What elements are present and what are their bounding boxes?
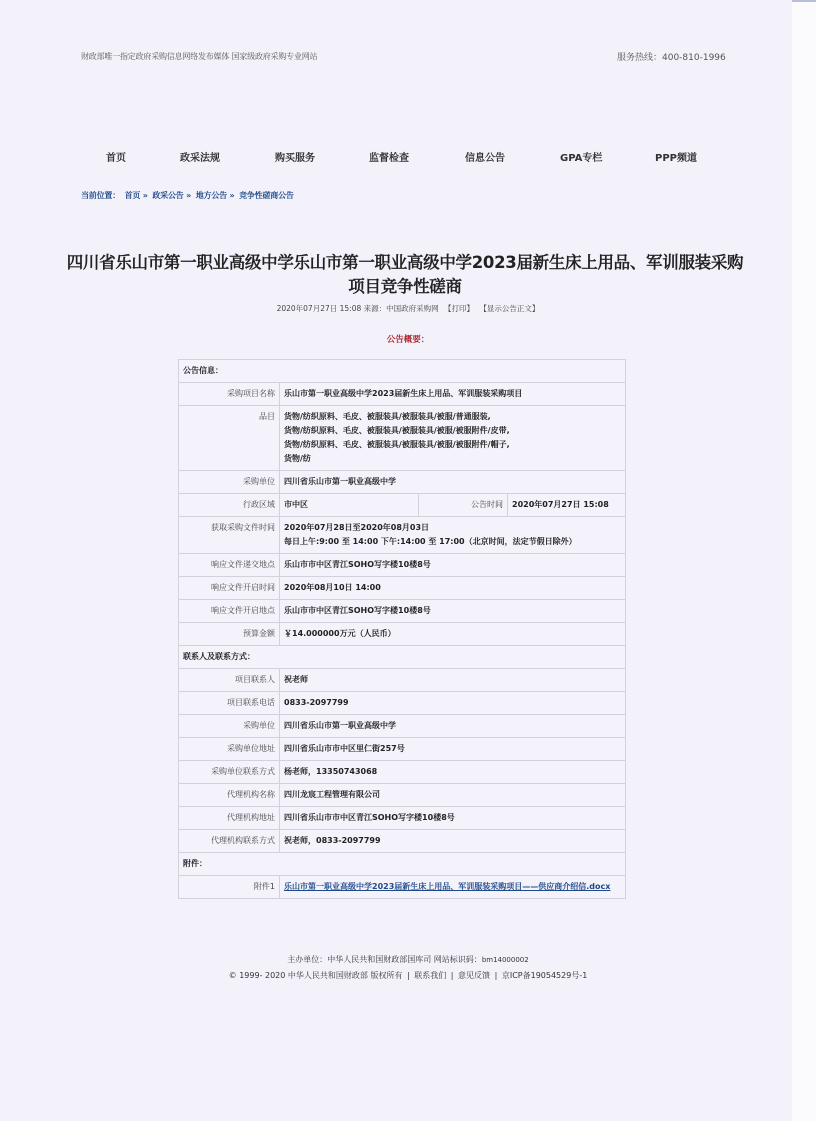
site-code: bm14000002 bbox=[481, 956, 529, 964]
contact-person-value: 祝老师 bbox=[280, 669, 626, 692]
agency-name-value: 四川龙宸工程管理有限公司 bbox=[280, 784, 626, 807]
attachment-link[interactable]: 乐山市第一职业高级中学2023届新生床上用品、军训服装采购项目——供应商介绍信.docx bbox=[284, 882, 611, 891]
publish-date: 2020年07月27日 15:08 bbox=[276, 304, 362, 313]
table-section-row bbox=[179, 646, 626, 669]
field-label: 预算金额 bbox=[179, 623, 280, 646]
breadcrumb-home[interactable]: 首页 bbox=[124, 191, 141, 200]
table-row bbox=[179, 692, 626, 715]
field-label: 品目 bbox=[179, 406, 280, 471]
table-row bbox=[179, 517, 626, 554]
article-source: 来源：中国政府采购网 bbox=[363, 304, 439, 313]
purchaser-address-value: 四川省乐山市市中区里仁街257号 bbox=[280, 738, 626, 761]
print-link[interactable]: 【打印】 bbox=[444, 304, 475, 313]
item-line: 货物/纺织原料、毛皮、被服装具/被服装具/被服/被服附件/皮带, bbox=[284, 426, 510, 435]
field-label: 项目联系电话 bbox=[179, 692, 280, 715]
doc-time-value bbox=[280, 517, 626, 554]
table-row bbox=[179, 715, 626, 738]
doc-time-hours: 每日上午:9:00 至 14:00 下午:14:00 至 17:00（北京时间，法定节假日除外） bbox=[284, 537, 577, 546]
table-row bbox=[179, 383, 626, 406]
main-nav bbox=[0, 149, 816, 165]
nav-item-ppp[interactable]: PPP频道 bbox=[655, 153, 697, 164]
item-line: 货物/纺织原料、毛皮、被服装具/被服装具/被服/被服附件/帽子, bbox=[284, 440, 510, 449]
agency-contact-value: 祝老师，0833-2097799 bbox=[280, 830, 626, 853]
scan-edge-line bbox=[792, 0, 816, 2]
nav-item-gpa[interactable]: GPA专栏 bbox=[560, 153, 603, 164]
nav-item-supervision[interactable]: 监督检查 bbox=[369, 153, 409, 164]
copyright-text: © 1999- 2020 中华人民共和国财政部 版权所有 bbox=[228, 971, 403, 980]
table-row bbox=[179, 623, 626, 646]
contact-phone-value: 0833-2097799 bbox=[280, 692, 626, 715]
budget-value: ￥14.000000万元（人民币） bbox=[280, 623, 626, 646]
field-label: 代理机构地址 bbox=[179, 807, 280, 830]
footer-divider: | bbox=[450, 971, 454, 980]
table-row bbox=[179, 406, 626, 471]
breadcrumb-prefix: 当前位置： bbox=[81, 191, 120, 200]
table-section-row bbox=[179, 360, 626, 383]
table-row bbox=[179, 669, 626, 692]
purchaser-contact-value: 杨老师，13350743068 bbox=[280, 761, 626, 784]
announce-time-value: 2020年07月27日 15:08 bbox=[508, 494, 626, 517]
table-row bbox=[179, 876, 626, 899]
nav-item-purchase-services[interactable]: 购买服务 bbox=[275, 153, 315, 164]
field-label: 采购项目名称 bbox=[179, 383, 280, 406]
table-row bbox=[179, 761, 626, 784]
site-tagline: 财政部唯一指定政府采购信息网络发布媒体 国家级政府采购专业网站 bbox=[81, 52, 318, 61]
table-row bbox=[179, 807, 626, 830]
open-time-value: 2020年08月10日 14:00 bbox=[280, 577, 626, 600]
table-row bbox=[179, 494, 626, 517]
footer-feedback-link[interactable]: 意见反馈 bbox=[458, 971, 491, 980]
region-value: 市中区 bbox=[280, 494, 419, 517]
agency-address-value: 四川省乐山市市中区青江SOHO写字楼10楼8号 bbox=[280, 807, 626, 830]
breadcrumb bbox=[81, 190, 294, 201]
table-row bbox=[179, 784, 626, 807]
field-label: 公告时间 bbox=[419, 494, 508, 517]
field-label: 附件1 bbox=[179, 876, 280, 899]
field-label: 代理机构名称 bbox=[179, 784, 280, 807]
table-row bbox=[179, 471, 626, 494]
nav-item-regulations[interactable]: 政采法规 bbox=[180, 153, 220, 164]
sponsor-text: 主办单位：中华人民共和国财政部国库司 网站标识码： bbox=[287, 955, 482, 964]
purchaser-unit-value: 四川省乐山市第一职业高级中学 bbox=[280, 715, 626, 738]
field-label: 响应文件开启地点 bbox=[179, 600, 280, 623]
summary-heading: 公告概要： bbox=[386, 335, 430, 345]
footer-sponsor bbox=[0, 954, 816, 965]
field-label: 响应文件递交地点 bbox=[179, 554, 280, 577]
table-row bbox=[179, 830, 626, 853]
items-value bbox=[280, 406, 626, 471]
table-row bbox=[179, 577, 626, 600]
field-label: 采购单位 bbox=[179, 471, 280, 494]
field-label: 行政区域 bbox=[179, 494, 280, 517]
breadcrumb-separator: » bbox=[186, 191, 192, 200]
scan-edge-strip bbox=[792, 0, 816, 1121]
field-label: 采购单位 bbox=[179, 715, 280, 738]
show-full-text-link[interactable]: 【显示公告正文】 bbox=[479, 304, 540, 313]
footer-divider: | bbox=[494, 971, 498, 980]
breadcrumb-separator: » bbox=[142, 191, 148, 200]
footer-copyright bbox=[0, 970, 816, 981]
service-hotline: 服务热线：400-810-1996 bbox=[617, 53, 726, 63]
footer-contact-link[interactable]: 联系我们 bbox=[414, 971, 447, 980]
field-label: 项目联系人 bbox=[179, 669, 280, 692]
breadcrumb-local-notices[interactable]: 地方公告 bbox=[195, 191, 227, 200]
announcement-summary-table bbox=[178, 359, 626, 899]
breadcrumb-procurement-notices[interactable]: 政采公告 bbox=[152, 191, 184, 200]
item-line: 货物/纺 bbox=[284, 454, 311, 463]
table-section-row bbox=[179, 853, 626, 876]
attachment-cell bbox=[280, 876, 626, 899]
table-row bbox=[179, 738, 626, 761]
purchaser-value: 四川省乐山市第一职业高级中学 bbox=[280, 471, 626, 494]
field-label: 获取采购文件时间 bbox=[179, 517, 280, 554]
article-meta bbox=[0, 303, 816, 314]
table-row bbox=[179, 600, 626, 623]
section-attachments: 附件： bbox=[179, 853, 626, 876]
field-label: 采购单位地址 bbox=[179, 738, 280, 761]
breadcrumb-separator: » bbox=[229, 191, 235, 200]
doc-time-range: 2020年07月28日至2020年08月03日 bbox=[284, 523, 430, 532]
field-label: 采购单位联系方式 bbox=[179, 761, 280, 784]
footer-icp-link[interactable]: 京ICP备19054529号-1 bbox=[501, 971, 588, 980]
nav-item-announcements[interactable]: 信息公告 bbox=[465, 153, 505, 164]
breadcrumb-competitive-negotiation[interactable]: 竞争性磋商公告 bbox=[239, 191, 294, 200]
page-title: 四川省乐山市第一职业高级中学乐山市第一职业高级中学2023届新生床上用品、军训服装采购项目竞争性磋商 bbox=[66, 253, 744, 297]
project-name-value: 乐山市第一职业高级中学2023届新生床上用品、军训服装采购项目 bbox=[280, 383, 626, 406]
field-label: 代理机构联系方式 bbox=[179, 830, 280, 853]
footer-divider: | bbox=[407, 971, 410, 980]
submit-place-value: 乐山市市中区青江SOHO写字楼10楼8号 bbox=[280, 554, 626, 577]
open-place-value: 乐山市市中区青江SOHO写字楼10楼8号 bbox=[280, 600, 626, 623]
section-announcement-info: 公告信息： bbox=[179, 360, 626, 383]
item-line: 货物/纺织原料、毛皮、被服装具/被服装具/被服/普通服装, bbox=[284, 412, 491, 421]
field-label: 响应文件开启时间 bbox=[179, 577, 280, 600]
nav-item-home[interactable]: 首页 bbox=[106, 153, 126, 164]
table-row bbox=[179, 554, 626, 577]
section-contacts: 联系人及联系方式： bbox=[179, 646, 626, 669]
